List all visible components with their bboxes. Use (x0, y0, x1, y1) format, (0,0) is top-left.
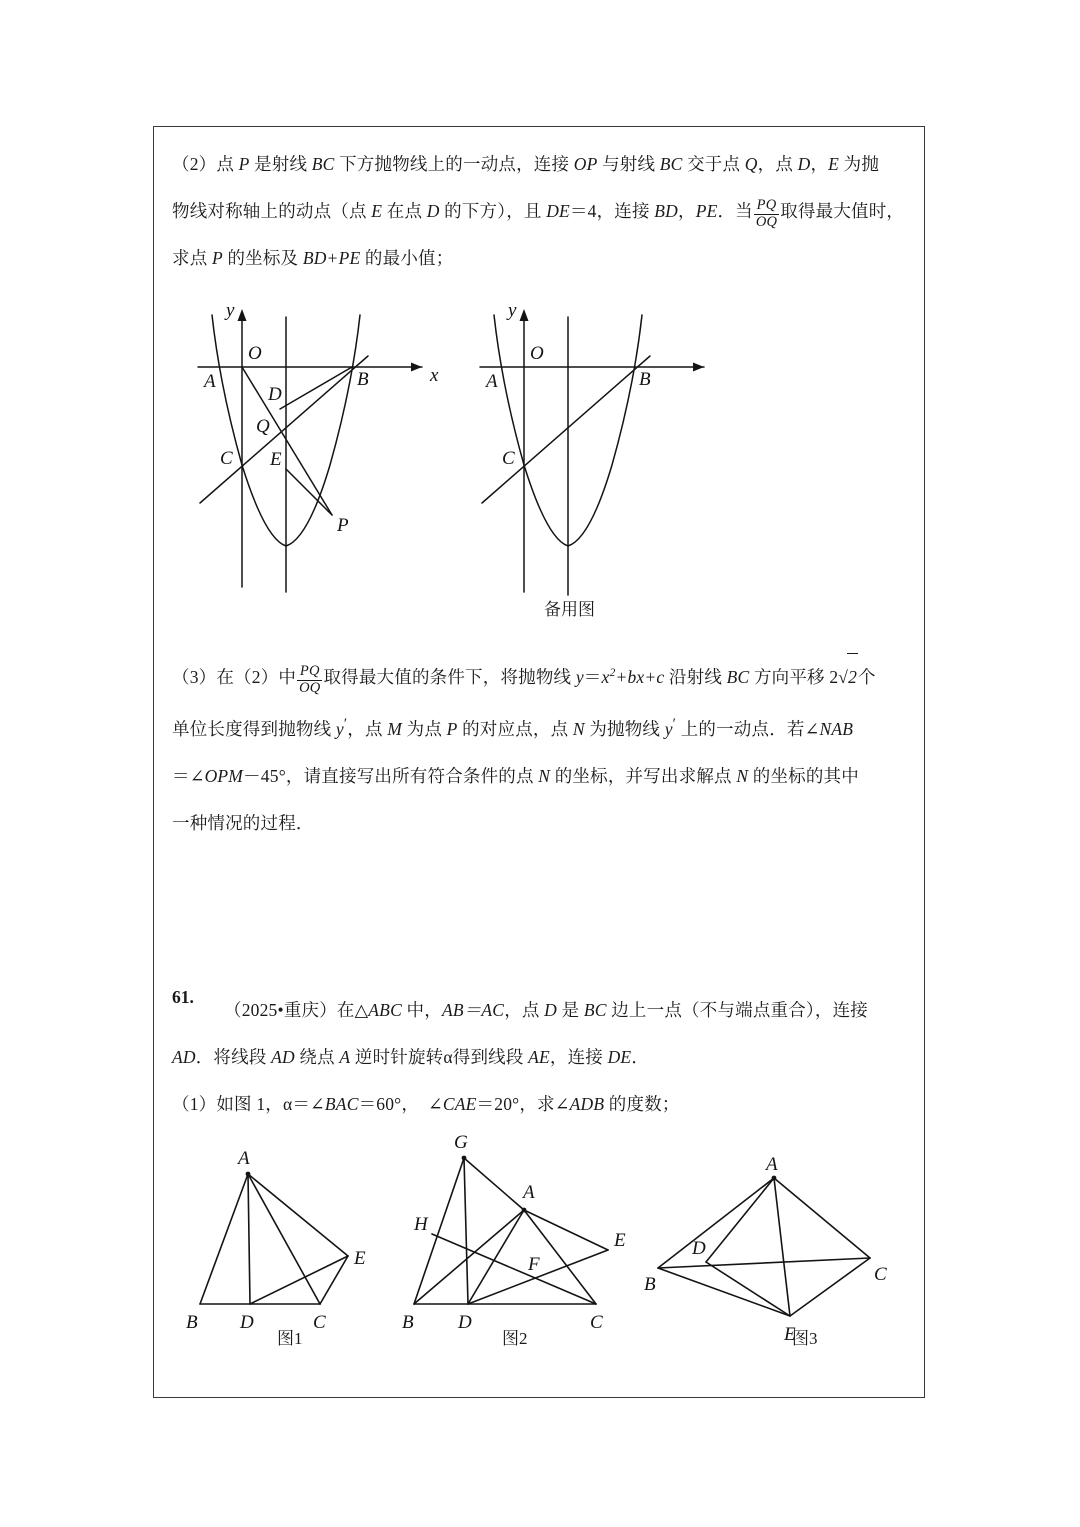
seg-ec-3 (790, 1258, 870, 1316)
p2-seg-e: 交于点 (682, 154, 745, 174)
figure1-label-O: O (248, 343, 262, 364)
p61-l2-a: ．将线段 (195, 1046, 272, 1067)
p3-prime-2: ′ (672, 715, 677, 732)
p2-l3-var-P: P (211, 248, 223, 268)
p3-angle-NAB: NAB (819, 718, 854, 739)
p61-part1-a: （1）如图 1，α＝∠ (172, 1093, 325, 1114)
fig1-caption: 图1 (277, 1328, 303, 1348)
p61-part1-d: 的度数； (604, 1093, 680, 1114)
p2-seg-c: 下方抛物线上的一动点，连接 (334, 154, 574, 174)
p61-var-AE: AE (528, 1046, 550, 1067)
p3-var-y2: y (664, 718, 673, 739)
fig3-caption: 图3 (792, 1328, 818, 1348)
y-axis-arrow-spare (520, 309, 529, 321)
seg-ad-2 (468, 1210, 524, 1304)
page-content (172, 137, 908, 1387)
p3-line1-b: 取得最大值的条件下，将抛物线 (323, 666, 576, 687)
vertex-a-dot-3 (772, 1175, 777, 1180)
p61-l1-d: 边上一点（不与端点重合），连接 (606, 999, 868, 1020)
p2-var-E: E (828, 154, 840, 174)
seg-ga-2 (464, 1158, 524, 1210)
p3-line2-d: 的对应点，点 (457, 718, 573, 739)
p2-line2-dot: ．当 (717, 201, 753, 221)
p3-sqrt2: √2 (838, 667, 858, 687)
seg-hc-2 (432, 1234, 596, 1304)
p61-l1-b: ，点 (504, 999, 545, 1020)
seg-ae-2 (524, 1210, 608, 1250)
p2-seg-a: （2）点 (172, 154, 239, 174)
fig1-label-E: E (354, 1247, 366, 1269)
p3-prime-1: ′ (343, 715, 348, 732)
p3-var-N3: N (736, 765, 749, 786)
seg-ad-1 (248, 1174, 250, 1304)
fig2-label-F: F (528, 1253, 540, 1275)
p61-l1-src: （2025•重庆）在△ (224, 999, 369, 1020)
problem-60-figures (172, 282, 908, 632)
fig2-label-H: H (414, 1213, 428, 1235)
p3-line2-c: 为点 (402, 718, 447, 739)
p3-eq-exponent: 2 (609, 667, 616, 679)
p3-var-P: P (446, 718, 458, 739)
p2-seg-h: 为抛 (839, 154, 880, 174)
fig1-label-C: C (313, 1311, 326, 1333)
figure2-label-O: O (530, 343, 544, 364)
p2-line2-c: 的下方），且 (439, 201, 547, 221)
p2-line2-eq: ＝4，连接 (569, 201, 655, 221)
p3-eq-y: y (575, 666, 584, 687)
p61-part1-b: ＝60°， ∠ (358, 1093, 443, 1114)
p61-angle-ADB: ADB (569, 1093, 605, 1114)
p61-l1-c: 是 (557, 999, 584, 1020)
figure1-label-A: A (204, 371, 216, 392)
fig3-label-B: B (644, 1273, 656, 1295)
vertex-a-dot-2 (522, 1207, 527, 1212)
figure1-label-E: E (270, 449, 282, 470)
page-border (153, 126, 925, 1398)
p2-line2-tail: 取得最大值时， (780, 201, 905, 221)
seg-be-3 (658, 1268, 790, 1316)
fig3-label-E: E (784, 1323, 796, 1345)
p2-seg-d: 与射线 (597, 154, 660, 174)
seg-ad-3 (706, 1178, 774, 1262)
figure-parabola-spare (472, 287, 752, 617)
p3-var-y1: y (335, 718, 344, 739)
p2-var-OP: OP (573, 154, 598, 174)
x-axis-arrow (411, 363, 422, 372)
figure-parabola-main (190, 287, 460, 617)
p61-var-DE: DE (607, 1046, 632, 1067)
fig2-label-G: G (454, 1131, 468, 1153)
p3-line1-c: 沿射线 (664, 666, 727, 687)
p61-part1-c: ＝20°，求∠ (476, 1093, 570, 1114)
seg-ba-3 (658, 1178, 774, 1268)
p61-l2-e: ． (631, 1046, 650, 1067)
problem-61-text (172, 987, 908, 1128)
figure1-label-D: D (268, 384, 282, 405)
p61-var-BC: BC (583, 999, 607, 1020)
figure2-label-y: y (508, 300, 517, 321)
figure2-label-C: C (502, 448, 515, 469)
p2-l2-var-E: E (371, 201, 383, 221)
fig1-label-A: A (238, 1147, 250, 1169)
p61-tri-ABC: ABC (368, 999, 402, 1020)
p3-eq-eq: ＝ (583, 666, 602, 687)
seg-ac-1 (248, 1174, 320, 1304)
p2-var-BC2: BC (659, 154, 683, 174)
p2-line2-comma: ， (677, 201, 696, 221)
p3-line2-a: 单位长度得到抛物线 (172, 718, 336, 739)
fig3-label-C: C (874, 1263, 887, 1285)
fig3-label-D: D (692, 1237, 706, 1259)
p3-line2-b: ，点 (347, 718, 388, 739)
p2-l2-var-D: D (426, 201, 440, 221)
p2-l3-var-BDPE: BD+PE (302, 248, 361, 268)
fig2-label-B: B (402, 1311, 414, 1333)
p2-line2-b: 在点 (382, 201, 427, 221)
p2-seg-b: 是射线 (249, 154, 312, 174)
figure-tri-3 (644, 1156, 894, 1346)
p3-line3-d: 的坐标的其中 (748, 765, 859, 786)
p3-var-N2: N (538, 765, 551, 786)
p3-line3-c: 的坐标，并写出求解点 (550, 765, 737, 786)
seg-gd-2 (464, 1158, 468, 1304)
seg-bc-3 (658, 1258, 870, 1268)
problem-61-figures (172, 1131, 908, 1366)
seg-ae-1 (248, 1174, 348, 1256)
figure1-label-P: P (337, 515, 349, 536)
fig2-label-D: D (458, 1311, 472, 1333)
p3-line4: 一种情况的过程． (172, 812, 314, 833)
p61-angle-BAC: BAC (324, 1093, 359, 1114)
p2-l2-var-PE: PE (695, 201, 718, 221)
figure-spare-caption: 备用图 (544, 600, 595, 619)
p2-var-BC: BC (311, 154, 335, 174)
fraction-pq-oq (754, 198, 779, 230)
segment-op (242, 367, 332, 515)
p3-eq-rest: +bx+c (615, 666, 665, 687)
p2-l2-var-BD: BD (654, 201, 678, 221)
p2-var-D: D (797, 154, 811, 174)
p3-var-BC: BC (726, 666, 750, 687)
p3-line1-e: 个 (858, 666, 876, 687)
fig2-label-E: E (614, 1229, 626, 1251)
p61-angle-CAE: CAE (442, 1093, 477, 1114)
p2-line3-c: 的最小值； (360, 248, 454, 268)
p61-l1-a: 中， (401, 999, 442, 1020)
problem-61-number: 61. (172, 986, 194, 1007)
p61-var-A: A (339, 1046, 351, 1067)
figure2-label-B: B (639, 369, 651, 390)
fraction-numerator-2: PQ (299, 663, 320, 680)
fraction-denominator: OQ (755, 213, 778, 230)
fig1-label-B: B (186, 1311, 198, 1333)
p2-var-Q: Q (744, 154, 758, 174)
line-bc (200, 356, 368, 503)
fraction-numerator: PQ (756, 197, 777, 214)
p61-l2-d: ，连接 (549, 1046, 608, 1067)
line-bc-spare (482, 356, 650, 503)
p2-seg-g: ， (810, 154, 829, 174)
seg-ac-3 (774, 1178, 870, 1258)
p3-line3-a: ＝∠ (172, 765, 205, 786)
figure-tri-1 (180, 1136, 410, 1346)
problem-60-part2-text (172, 141, 908, 282)
x-axis-arrow-spare (693, 363, 704, 372)
problem-60-part3-text (172, 650, 908, 847)
p61-l2-c: 逆时针旋转α得到线段 (350, 1046, 529, 1067)
fraction-denominator-2: OQ (299, 679, 321, 696)
seg-ab-1 (200, 1174, 248, 1304)
seg-de-3 (706, 1262, 790, 1316)
figure1-label-x: x (430, 365, 439, 386)
p61-var-AD2: AD (271, 1046, 295, 1067)
p2-var-P: P (238, 154, 250, 174)
fig1-label-D: D (240, 1311, 254, 1333)
p2-line3-b: 的坐标及 (222, 248, 303, 268)
p3-var-N: N (572, 718, 585, 739)
p61-var-D: D (544, 999, 558, 1020)
p3-angle-OPM: OPM (204, 765, 244, 786)
p61-l2-b: 绕点 (294, 1046, 340, 1067)
problem-61-block (172, 987, 908, 1128)
p2-seg-f: ，点 (757, 154, 798, 174)
p2-l2-var-DE: DE (546, 201, 570, 221)
figure1-label-C: C (220, 448, 233, 469)
p2-line2-a: 物线对称轴上的动点（点 (172, 201, 372, 221)
vertex-a-dot-1 (246, 1171, 251, 1176)
p3-eq-x: x (601, 666, 610, 687)
figure1-label-B: B (357, 369, 369, 390)
fraction-pq-oq-2 (297, 664, 322, 696)
fig2-caption: 图2 (502, 1328, 528, 1348)
p3-line2-e: 为抛物线 (584, 718, 665, 739)
vertex-g-dot-2 (462, 1155, 467, 1160)
p3-line1-d: 方向平移 2 (749, 666, 839, 687)
p3-line1-a: （3）在（2）中 (172, 666, 297, 687)
fig3-label-A: A (766, 1155, 778, 1175)
p3-line2-f: 上的一动点．若∠ (676, 718, 820, 739)
segment-bd (280, 367, 352, 409)
p3-var-M: M (387, 718, 403, 739)
p2-line3-a: 求点 (172, 248, 212, 268)
fig2-label-C: C (590, 1311, 603, 1333)
figure1-label-y: y (226, 300, 235, 321)
p3-line3-b: －45°，请直接写出所有符合条件的点 (243, 765, 539, 786)
p61-eq-abac: AB＝AC (441, 999, 505, 1020)
figure1-label-Q: Q (256, 416, 270, 437)
y-axis-arrow (238, 309, 247, 321)
figure2-label-A: A (486, 371, 498, 392)
figure-tri-2 (400, 1118, 650, 1333)
seg-ae-3 (774, 1178, 790, 1316)
fig2-label-A: A (523, 1181, 535, 1203)
p61-var-AD: AD (172, 1046, 196, 1067)
